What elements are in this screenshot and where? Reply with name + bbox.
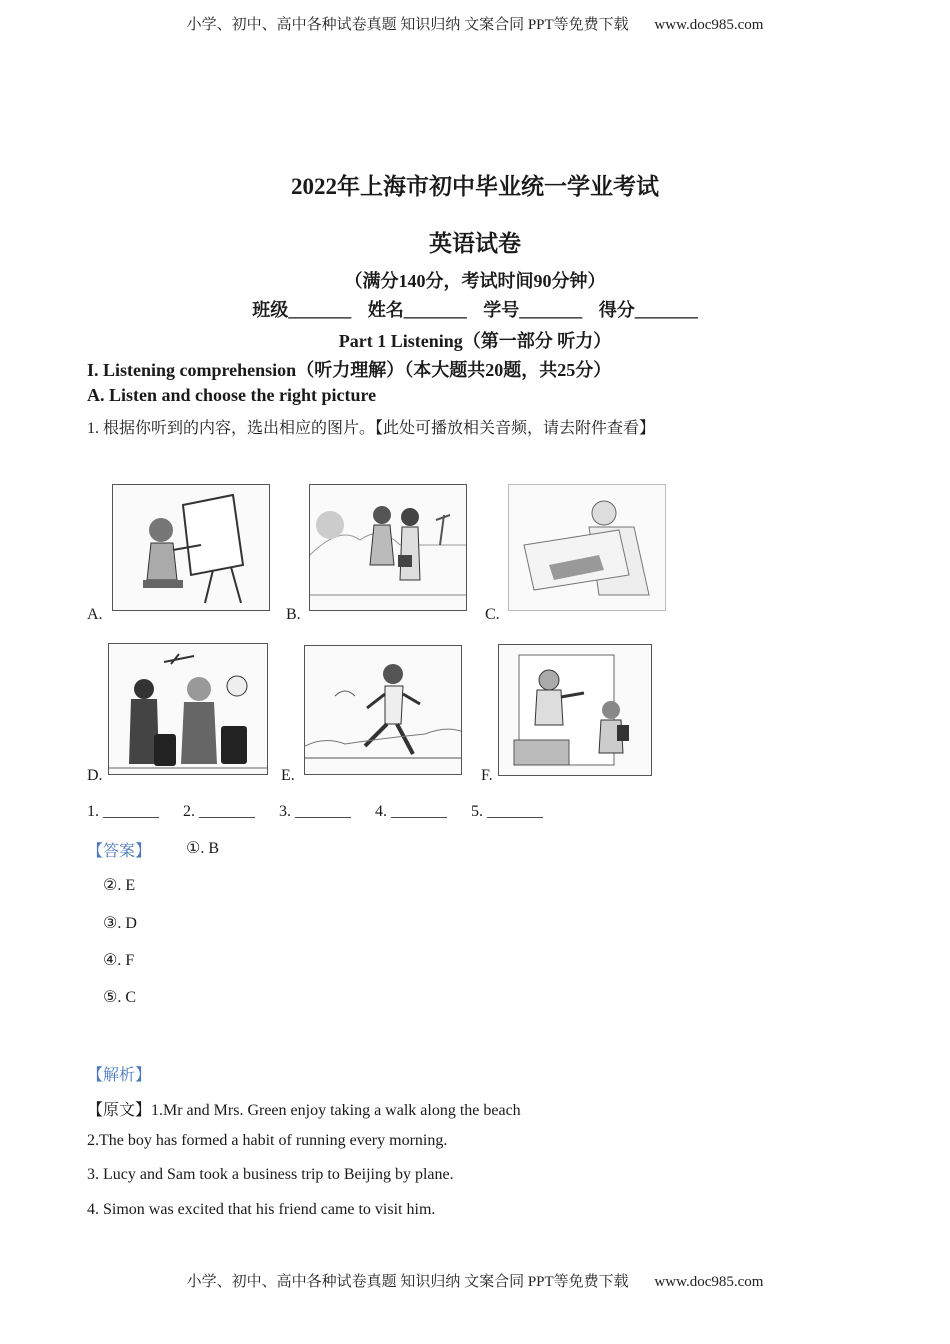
question-instruction: 1. 根据你听到的内容，选出相应的图片。【此处可播放相关音频，请去附件查看】 (87, 420, 656, 437)
answer-item-3: ③. D (103, 915, 137, 932)
student-fields (0, 296, 950, 322)
header-site[interactable]: www.doc985.com (654, 17, 764, 33)
analysis-label: 【解析】 (87, 1067, 152, 1084)
answer-blanks (87, 803, 563, 821)
blank-1[interactable]: 1. _______ (87, 803, 159, 820)
answer-item-1: ①. B (186, 840, 220, 857)
analysis-line-3: 3. Lucy and Sam took a business trip to Beijing by plane. (87, 1166, 454, 1183)
answer-item-4: ④. F (103, 952, 135, 969)
option-label-c: C. (485, 606, 500, 623)
sub-section-heading: A. Listen and choose the right picture (87, 385, 377, 405)
blank-4[interactable]: 4. _______ (375, 803, 447, 820)
blank-5[interactable]: 5. _______ (471, 803, 543, 820)
analysis-line-4: 4. Simon was excited that his friend came to visit him. (87, 1201, 436, 1218)
girl-painting-icon (113, 485, 269, 610)
answer-item-5: ⑤. C (103, 989, 137, 1006)
boy-running-icon (305, 646, 461, 774)
page-header (0, 13, 950, 34)
blank-2[interactable]: 2. _______ (183, 803, 255, 820)
picture-d (108, 643, 268, 775)
part-heading: Part 1 Listening（第一部分 听力） (338, 331, 612, 351)
option-label-a: A. (87, 606, 103, 623)
option-label-d: D. (87, 767, 103, 784)
option-label-f: F. (481, 767, 493, 784)
man-at-desk-icon (509, 485, 665, 610)
student-id-field: 学号_______ (483, 300, 583, 320)
footer-text: 小学、初中、高中各种试卷真题 知识归纳 文案合同 PPT等免费下载 (186, 1274, 629, 1290)
footer-site[interactable]: www.doc985.com (654, 1274, 764, 1290)
friends-at-door-icon (499, 645, 651, 775)
name-field: 姓名_______ (367, 300, 467, 320)
option-label-b: B. (286, 606, 301, 623)
picture-a (112, 484, 270, 611)
page-footer (0, 1270, 950, 1291)
header-text: 小学、初中、高中各种试卷真题 知识归纳 文案合同 PPT等免费下载 (186, 17, 629, 33)
exam-info: （满分140分，考试时间90分钟） (344, 271, 606, 291)
picture-b (309, 484, 467, 611)
picture-e (304, 645, 462, 775)
section-heading: I. Listening comprehension（听力理解）（本大题共20题，共25分） (87, 360, 612, 380)
couple-walking-beach-icon (310, 485, 466, 610)
score-field: 得分_______ (598, 300, 698, 320)
option-label-e: E. (281, 767, 295, 784)
picture-f (498, 644, 652, 776)
travelers-with-luggage-icon (109, 644, 267, 774)
exam-title: 2022年上海市初中毕业统一学业考试 (291, 174, 659, 199)
analysis-line-2: 2.The boy has formed a habit of running every morning. (87, 1132, 448, 1149)
exam-subject: 英语试卷 (429, 231, 521, 256)
class-field: 班级_______ (252, 300, 352, 320)
answer-label: 【答案】 (87, 843, 152, 860)
blank-3[interactable]: 3. _______ (279, 803, 351, 820)
answer-item-2: ②. E (103, 877, 136, 894)
picture-c (508, 484, 666, 611)
analysis-line-1: 【原文】1.Mr and Mrs. Green enjoy taking a walk along the beach (87, 1102, 521, 1119)
